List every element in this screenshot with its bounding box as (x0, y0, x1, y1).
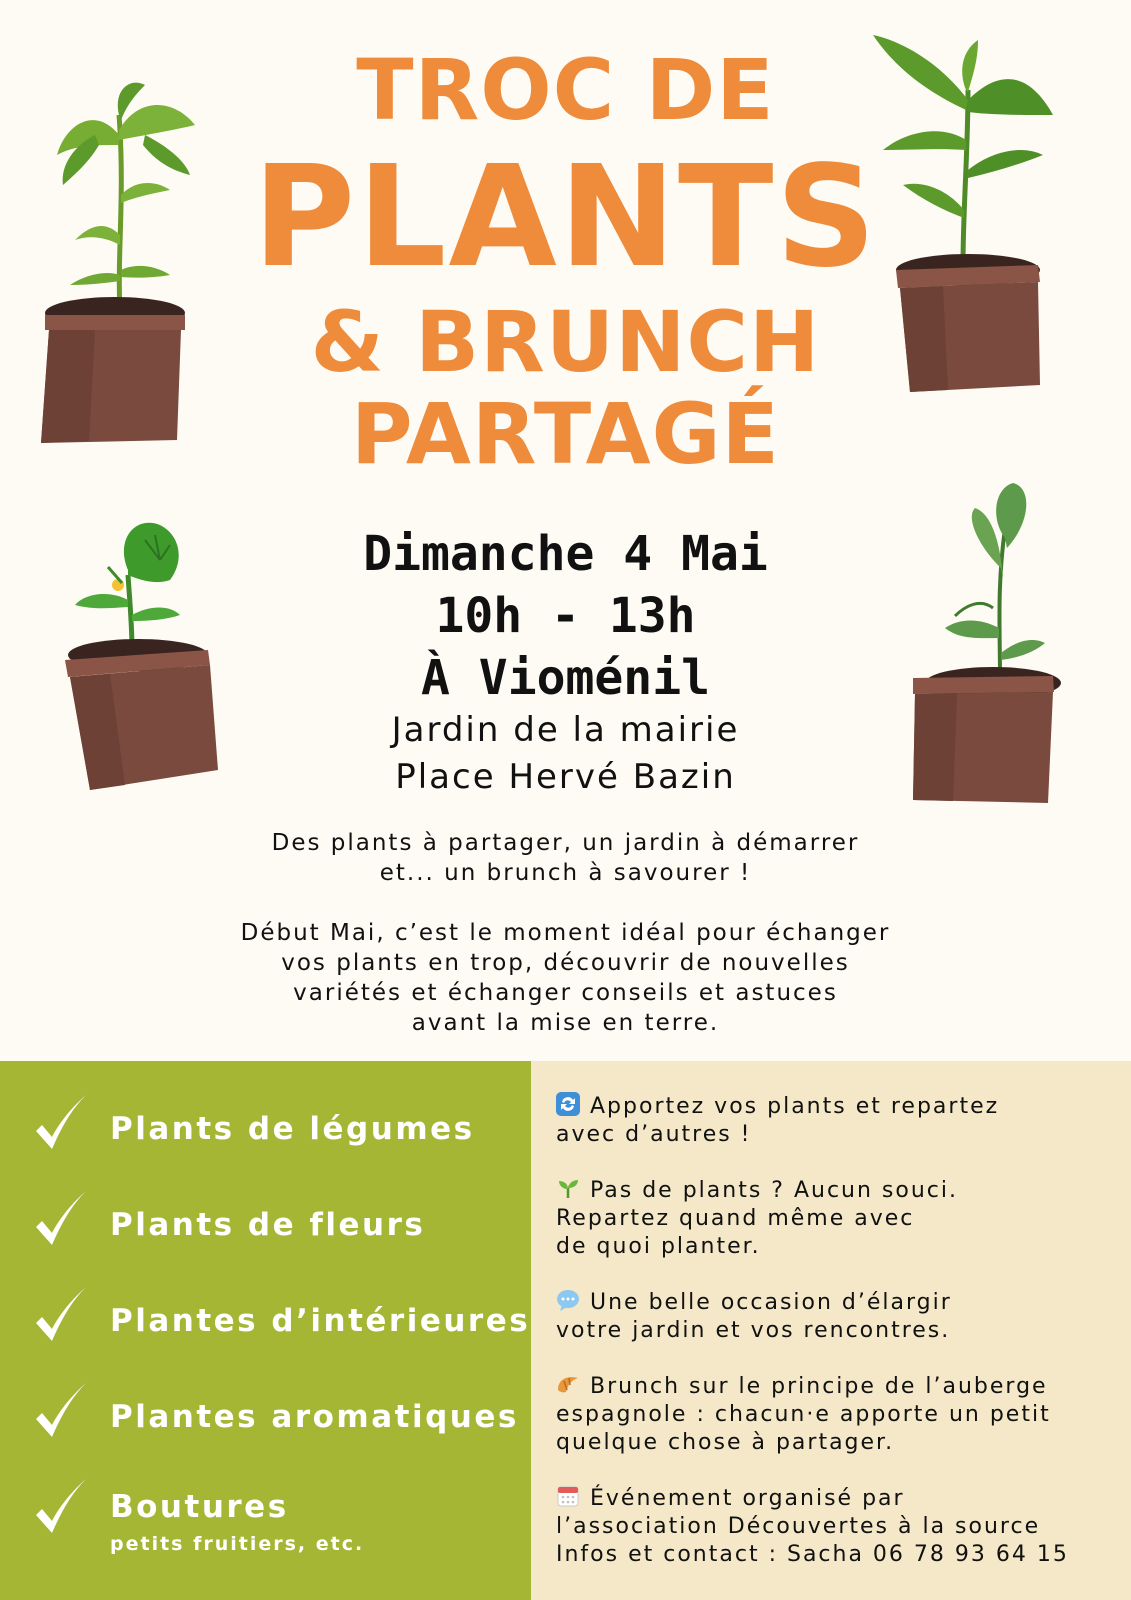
swap-arrows-icon (556, 1092, 580, 1116)
title-line-2: PLANTS (252, 136, 879, 299)
info-line: Repartez quand même avec (556, 1206, 915, 1231)
checklist-label: Plantes d’intérieures (110, 1303, 531, 1339)
checklist-item (0, 1187, 531, 1267)
tagline-line: et... un brunch à savourer ! (379, 860, 752, 886)
info-line: Événement organisé par (590, 1486, 905, 1511)
croissant-icon (556, 1372, 580, 1396)
checklist-item (0, 1283, 531, 1363)
tagline (0, 828, 1131, 888)
checklist-item (0, 1475, 531, 1575)
checklist-label: Plants de légumes (110, 1111, 475, 1147)
checklist-item (0, 1379, 531, 1459)
checkmark-icon (32, 1283, 88, 1353)
title-line-4: PARTAGÉ (351, 385, 780, 483)
event-time: 10h - 13h (435, 588, 696, 644)
kale-plant-pot-illustration (905, 478, 1075, 808)
checkmark-icon (32, 1379, 88, 1449)
intro-line: Début Mai, c’est le moment idéal pour échanger (240, 920, 891, 946)
info-line: Pas de plants ? Aucun souci. (590, 1178, 958, 1203)
checklist-item (0, 1091, 531, 1171)
checklist-label: Boutures (110, 1489, 289, 1525)
event-address: Place Hervé Bazin (395, 757, 736, 797)
checklist-panel (0, 1061, 531, 1600)
info-line: Apportez vos plants et repartez (590, 1094, 1000, 1119)
seedling-icon (556, 1176, 580, 1200)
event-date: Dimanche 4 Mai (363, 526, 768, 582)
tagline-line: Des plants à partager, un jardin à démarrer (271, 830, 860, 856)
info-line: Brunch sur le principe de l’auberge (590, 1374, 1048, 1399)
pepper-plant-pot-illustration (868, 30, 1068, 400)
checklist-sublabel: petits fruitiers, etc. (110, 1533, 365, 1555)
checkmark-icon (32, 1475, 88, 1545)
info-line: avec d’autres ! (556, 1122, 752, 1147)
info-block-swap (556, 1092, 1121, 1149)
info-line: de quoi planter. (556, 1234, 761, 1259)
speech-bubble-icon (556, 1288, 580, 1312)
info-line: votre jardin et vos rencontres. (556, 1318, 951, 1343)
title-line-3: & BRUNCH (310, 293, 821, 391)
checklist-label: Plantes aromatiques (110, 1399, 519, 1435)
info-block-seedling (556, 1176, 1121, 1261)
event-town: À Vioménil (421, 650, 710, 706)
info-line: l’association Découvertes à la source (556, 1514, 1041, 1539)
checkmark-icon (32, 1187, 88, 1257)
info-block-speech (556, 1288, 1121, 1345)
intro-line: avant la mise en terre. (411, 1010, 720, 1036)
tomato-plant-pot-illustration (35, 75, 205, 455)
info-line: Infos et contact : Sacha 06 78 93 64 15 (556, 1542, 1069, 1567)
checklist-label: Plants de fleurs (110, 1207, 426, 1243)
info-block-brunch (556, 1372, 1121, 1457)
info-line: espagnole : chacun·e apporte un petit (556, 1402, 1051, 1427)
info-line: Une belle occasion d’élargir (590, 1290, 952, 1315)
calendar-icon (556, 1484, 580, 1508)
intro-line: variétés et échanger conseils et astuces (293, 980, 838, 1006)
checkmark-icon (32, 1091, 88, 1161)
info-block-organizer (556, 1484, 1121, 1569)
info-line: quelque chose à partager. (556, 1430, 895, 1455)
intro-paragraph (0, 918, 1131, 1038)
title-line-1: TROC DE (356, 41, 775, 139)
intro-line: vos plants en trop, découvrir de nouvelles (281, 950, 850, 976)
event-venue: Jardin de la mairie (391, 710, 740, 750)
